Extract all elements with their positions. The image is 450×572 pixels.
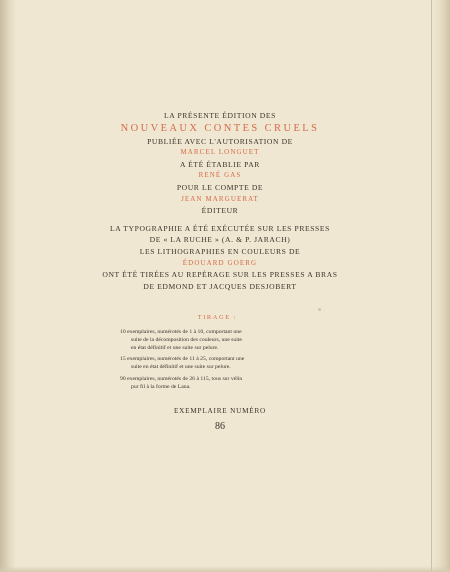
print-run-section xyxy=(120,313,315,396)
colophon-line: ONT ÉTÉ TIRÉES AU REPÉRAGE SUR LES PRESSES A BRAS xyxy=(102,270,338,280)
copy-number: 86 xyxy=(215,421,225,432)
colophon-line: PUBLIÉE AVEC L'AUTORISATION DE xyxy=(147,136,293,146)
colophon-line: A ÉTÉ ÉTABLIE PAR xyxy=(180,159,260,169)
print-run-item xyxy=(120,376,315,392)
print-run-line: suite en état définitif et une suite sur pelure. xyxy=(131,364,231,371)
print-run-line: en état définitif et une suite sur pelure. xyxy=(131,344,219,351)
colophon-line: LA PRÉSENTE ÉDITION DES xyxy=(164,111,276,120)
print-run-item xyxy=(120,329,315,352)
copy-number-label: EXEMPLAIRE NUMÉRO xyxy=(173,407,267,415)
colophon xyxy=(60,110,380,292)
paper-foxing-spot xyxy=(318,308,321,311)
page-bottom-edge xyxy=(0,566,450,572)
colophon-line: ÉDITEUR xyxy=(201,206,239,216)
page-fore-edge xyxy=(431,0,450,572)
print-run-line: 90 exemplaires, numérotés de 26 à 115, tous sur vélin xyxy=(120,375,243,382)
colophon-line: LES LITHOGRAPHIES EN COULEURS DE xyxy=(139,246,301,256)
print-run-line: suite de la décomposition des couleurs, une suite xyxy=(131,336,242,343)
print-run-line: pur fil à la forme de Lana. xyxy=(131,383,191,390)
print-run-line: 15 exemplaires, numérotés de 11 à 25, comportant une xyxy=(120,356,245,363)
copy-number-section xyxy=(60,406,380,434)
colophon-line: POUR LE COMPTE DE xyxy=(176,182,264,192)
colophon-line: LA TYPOGRAPHIE A ÉTÉ EXÉCUTÉE SUR LES PRESSES xyxy=(110,223,330,233)
print-run-line: 10 exemplaires, numérotés de 1 à 10, comportant une xyxy=(120,329,242,335)
author-name: MARCEL LONGUET xyxy=(180,148,260,157)
publisher-name: JEAN MARGUERAT xyxy=(181,194,259,203)
typographer-name: RENÉ GAS xyxy=(198,171,242,180)
illustrator-name: ÉDOUARD GOERG xyxy=(182,258,258,267)
colophon-line: DE EDMOND ET JACQUES DESJOBERT xyxy=(143,281,297,291)
print-run-title: TIRAGE : xyxy=(197,314,238,321)
print-run-item xyxy=(120,356,315,372)
book-title: NOUVEAUX CONTES CRUELS xyxy=(120,122,320,134)
spine-shadow xyxy=(0,0,16,572)
colophon-line: DE « LA RUCHE » (A. & P. JARACH) xyxy=(149,235,291,245)
